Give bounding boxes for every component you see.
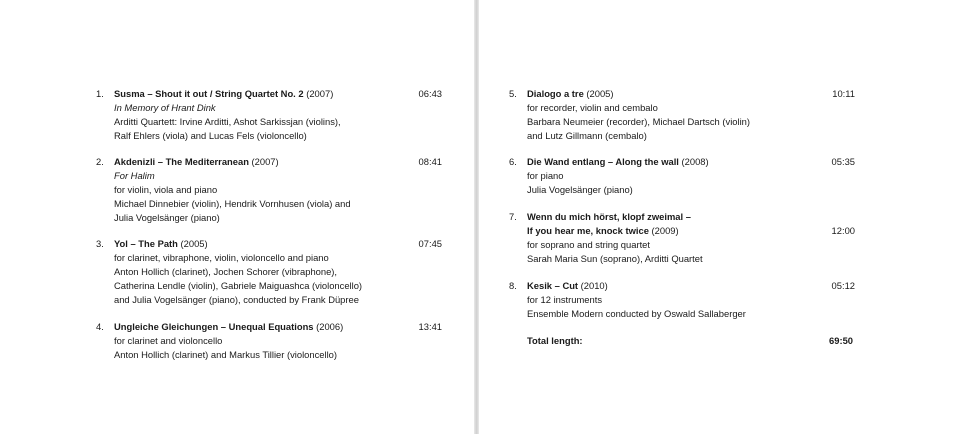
track-number: 8.: [509, 280, 517, 291]
track-title: Kesik – Cut: [527, 280, 579, 291]
track-number: 2.: [96, 156, 104, 167]
track-title: Die Wand entlang – Along the wall: [527, 156, 679, 167]
total-length-value: 69:50: [829, 335, 853, 346]
track-title-continued: If you hear me, knock twice: [527, 225, 649, 236]
track-duration: 05:12: [831, 280, 855, 291]
track-duration: 05:35: [831, 156, 855, 167]
right-page: [479, 0, 953, 434]
track-detail: Sarah Maria Sun (soprano), Arditti Quartet: [527, 253, 703, 264]
track-detail: Julia Vogelsänger (piano): [114, 212, 220, 223]
total-length: [527, 334, 853, 348]
track-dedication: In Memory of Hrant Dink: [114, 102, 216, 113]
track-title: Dialogo a tre: [527, 88, 584, 99]
track-title: Wenn du mich hörst, klopf zweimal –: [527, 211, 691, 222]
track-dedication: For Halim: [114, 170, 155, 181]
track-detail: for clarinet and violoncello: [114, 335, 223, 346]
track-duration: 07:45: [418, 238, 442, 249]
track-year: (2005): [586, 88, 614, 99]
track-year: (2007): [306, 88, 334, 99]
track-year: (2010): [580, 280, 608, 291]
track-duration: 10:11: [832, 88, 855, 99]
track-year: (2008): [681, 156, 709, 167]
track-duration: 13:41: [418, 321, 442, 332]
track-number: 5.: [509, 88, 517, 99]
track-detail: and Lutz Gillmann (cembalo): [527, 130, 647, 141]
track-title: Akdenizli – The Mediterranean: [114, 156, 249, 167]
track-detail: Ralf Ehlers (viola) and Lucas Fels (violoncello): [114, 130, 307, 141]
track-duration: 12:00: [831, 225, 855, 236]
track-detail: Michael Dinnebier (violin), Hendrik Vornhusen (viola) and: [114, 198, 351, 209]
track-duration: 08:41: [418, 156, 442, 167]
track-detail: for soprano and string quartet: [527, 239, 650, 250]
track-detail: for recorder, violin and cembalo: [527, 102, 658, 113]
track-detail: for violin, viola and piano: [114, 184, 218, 195]
track-title: Ungleiche Gleichungen – Unequal Equations: [114, 321, 314, 332]
track-detail: Ensemble Modern conducted by Oswald Sallaberger: [527, 308, 746, 319]
track-number: 4.: [96, 321, 104, 332]
track-detail: Anton Hollich (clarinet), Jochen Schorer (vibraphone),: [114, 266, 338, 277]
track-number: 7.: [509, 211, 517, 222]
track-number: 6.: [509, 156, 517, 167]
track-detail: and Julia Vogelsänger (piano), conducted by Frank Düpree: [114, 294, 359, 305]
track-year: (2007): [251, 156, 279, 167]
track-detail: Julia Vogelsänger (piano): [527, 184, 633, 195]
track-detail: Arditti Quartett: Irvine Arditti, Ashot Sarkissjan (violins),: [114, 116, 341, 127]
track-number: 3.: [96, 238, 104, 249]
total-length-label: Total length:: [527, 335, 583, 346]
track-detail: for 12 instruments: [527, 294, 603, 305]
track-number: 1.: [96, 88, 104, 99]
left-page: [0, 0, 474, 434]
track-year: (2009): [651, 225, 679, 236]
track-title: Yol – The Path: [114, 238, 178, 249]
track-detail: for piano: [527, 170, 564, 181]
track-duration: 06:43: [418, 88, 442, 99]
track-year: (2005): [180, 238, 208, 249]
track-detail: Anton Hollich (clarinet) and Markus Tillier (violoncello): [114, 349, 337, 360]
track-detail: Barbara Neumeier (recorder), Michael Dartsch (violin): [527, 116, 750, 127]
track-detail: Catherina Lendle (violin), Gabriele Maiguashca (violoncello): [114, 280, 363, 291]
track-title: Susma – Shout it out / String Quartet No. 2: [114, 88, 304, 99]
track-year: (2006): [316, 321, 344, 332]
track-detail: for clarinet, vibraphone, violin, violoncello and piano: [114, 252, 329, 263]
